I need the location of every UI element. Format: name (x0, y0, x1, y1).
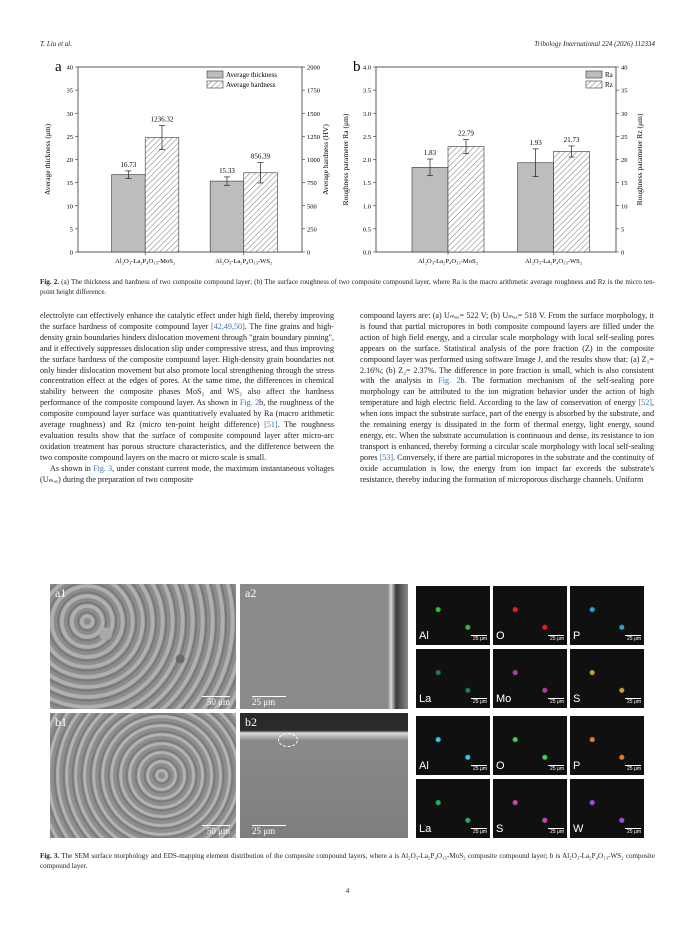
figure-2 (0, 55, 695, 280)
legend-label: Average hardness (226, 81, 276, 89)
y-tick-label: 4.0 (362, 64, 371, 72)
y-tick-label: 5 (69, 226, 73, 234)
paragraph (360, 311, 654, 486)
y-tick-label: 35 (66, 87, 73, 95)
figure-3-caption-label: Fig. 3. (40, 852, 60, 860)
y2-tick-label: 250 (307, 226, 317, 234)
eds-map-tile (416, 649, 490, 708)
text-run: . The roughness evaluation results show that the surface of composite compound layer after micro-arc oxidation treatment has porous structure characteristics, and the difference between the two composite compound layers on the macro or micro scale is small. (40, 420, 334, 462)
y-tick-label: 3.5 (362, 87, 371, 95)
panel-label-b2: b2 (245, 715, 257, 729)
eds-element-label: Al (419, 760, 429, 772)
eds-element-label: O (496, 630, 505, 642)
y2-tick-label: 20 (621, 157, 628, 164)
legend-label: Ra (605, 71, 613, 79)
legend-swatch (207, 71, 223, 78)
y2-tick-label: 1750 (307, 87, 320, 95)
paragraph (40, 464, 334, 486)
y2-tick-label: 0 (621, 249, 625, 257)
y2-tick-label: 500 (307, 203, 317, 211)
scale-bar-label: 25 μm (627, 636, 641, 642)
text-run: , under constant current mode, the maximum instantaneous voltages (Uₘₐₓ) during the preparation of two composite (40, 463, 334, 484)
scale-bar-label: 25 μm (550, 636, 564, 642)
highlight-ellipse (278, 733, 298, 747)
y2-tick-label: 35 (621, 87, 628, 95)
bar (210, 181, 244, 252)
panel-label: b (353, 59, 361, 75)
eds-element-label: Mo (496, 693, 512, 705)
data-label: 1.83 (423, 149, 437, 158)
eds-map-tile (570, 779, 644, 838)
text-run: compound layers are: (a) Uₘₐₓ= 522 V; (b) Uₘₐₓ= 518 V. From the surface morphology, it is found that partial micropores in both composite compound layers are filled under the action of high field energy, and a circular scale morphology with local self-sealing pores appears on the surface. Statistical analysis of the pore fraction (Z) in the composite compound layer was performed using software Image J, and the results show that: (a) Z₁= 2.16%; (b) Z₂= 2.37%. The difference in pore fraction is small, which is also consistent with the analysis in (360, 311, 654, 386)
y-tick-label: 1.0 (362, 203, 371, 211)
scale-bar-label: 25 μm (252, 697, 276, 707)
running-header-authors: T. Liu et al. (40, 40, 72, 48)
category-label: Al₂O₃-La₂P₄O₁₃-MoS₂ (115, 258, 176, 265)
y2-tick-label: 0 (307, 249, 311, 257)
y2-axis-label: Roughness parameter Rz (μm) (635, 113, 644, 206)
y2-tick-label: 25 (621, 133, 628, 141)
data-label: 1236.32 (150, 115, 174, 124)
running-header-journal: Tribology International 224 (2026) 112334 (534, 40, 655, 48)
citation-link[interactable]: [42,49,50] (211, 321, 245, 331)
scale-bar-label: 25 μm (473, 699, 487, 705)
category-label: Al₂O₃-La₂P₄O₁₃-WS₂ (525, 258, 583, 265)
scale-bar-label: 25 μm (473, 829, 487, 835)
y2-tick-label: 40 (621, 64, 628, 72)
eds-map-tile (493, 649, 567, 708)
legend-swatch (586, 71, 602, 78)
figure-3-caption (40, 851, 655, 871)
eds-element-label: La (419, 693, 432, 705)
y-tick-label: 10 (66, 203, 73, 211)
right-column (360, 311, 654, 486)
sem-image-b1 (50, 713, 236, 838)
left-column (40, 311, 334, 486)
chart-a (43, 59, 330, 265)
y2-tick-label: 2000 (307, 64, 320, 72)
paragraph (40, 311, 334, 464)
y-axis-label: Roughness parameter Ra (μm) (341, 113, 350, 206)
scale-bar-label: 25 μm (627, 829, 641, 835)
bar (244, 173, 278, 252)
y-axis-label: Average thickness (μm) (43, 123, 52, 196)
scale-bar-label: 25 μm (550, 766, 564, 772)
eds-map-tile (493, 586, 567, 645)
y-tick-label: 15 (66, 180, 73, 188)
figure-3-caption-text: The SEM surface morphology and EDS-mapping element distribution of the composite compound layers, where a is Al₂O₃-La₂P₄O₁₃-MoS₂ composite compound layer; b is Al₂O₃-La₂P₄O₁₃-WS₂ composite compound layer. (40, 852, 655, 870)
panel-label-b1: b1 (55, 715, 67, 729)
bar (112, 175, 146, 252)
y2-axis-label: Average hardness (HV) (321, 124, 330, 195)
eds-element-label: W (573, 823, 584, 835)
citation-link[interactable]: [53] (379, 452, 394, 462)
citation-link[interactable]: [51] (264, 420, 278, 430)
figure-2-caption-label: Fig. 2. (40, 278, 60, 286)
eds-map-tile (416, 779, 490, 838)
y-tick-label: 0 (69, 249, 73, 257)
figure-link[interactable]: Fig. 3 (93, 463, 113, 473)
y-tick-label: 30 (66, 110, 73, 118)
y2-tick-label: 1250 (307, 133, 320, 141)
bar (554, 151, 590, 252)
sem-image-a1 (50, 584, 236, 709)
panel-label-a1: a1 (55, 586, 67, 600)
page-number: 4 (345, 887, 350, 895)
eds-map-tile (570, 586, 644, 645)
eds-map-tile (416, 716, 490, 775)
panel-label: a (55, 59, 62, 75)
eds-map-tile (493, 716, 567, 775)
y2-tick-label: 5 (621, 226, 625, 234)
category-label: Al₂O₃-La₂P₄O₁₃-WS₂ (215, 258, 273, 265)
text-run: . The fine grains and high-density grain boundaries hinders dislocation movement through "grain boundary pinning", and it effectively suppresses dislocation slip under compressive stress, and thus improving the surface hardness of the composite compound layer. High-density grain boundaries not only hinder dislocation movement but also promote local strengthening through the stress concentration effect at the edges of pores. At the same time, the differences in chemical stability between the composite phases MoS₂ and WS₂ also affect the hardness performance of the composite compound layer. As shown in (40, 321, 335, 408)
scale-bar-label: 25 μm (550, 699, 564, 705)
y-tick-label: 25 (66, 133, 73, 141)
y-tick-label: 3.0 (362, 110, 371, 118)
bar (448, 147, 484, 252)
scale-bar-label: 25 μm (473, 766, 487, 772)
figure-link[interactable]: Fig. 2 (239, 398, 260, 408)
data-label: 16.73 (120, 160, 137, 169)
data-label: 856.39 (250, 152, 271, 161)
y2-tick-label: 10 (621, 203, 628, 211)
text-run: As shown in (50, 463, 94, 473)
category-label: Al₂O₃-La₂P₄O₁₃-MoS₂ (417, 258, 479, 265)
figure-2-caption (40, 277, 655, 297)
y2-tick-label: 1000 (307, 157, 320, 164)
y-tick-label: 2.0 (362, 157, 371, 164)
text-run: b, the roughness of the composite compound layer surface was quantitatively evaluated by Ra (macro arithmetic average roughness) and Rz (micro ten-point height difference) (40, 398, 334, 430)
eds-map-tile (570, 716, 644, 775)
sem-image-b2 (240, 713, 408, 838)
data-label: 22.79 (458, 129, 474, 138)
y-tick-label: 20 (66, 157, 73, 164)
y-tick-label: 2.5 (362, 133, 371, 141)
eds-element-label: S (573, 693, 581, 705)
panel-label-a2: a2 (245, 586, 257, 600)
eds-element-label: Al (419, 630, 429, 642)
chart-b (341, 59, 644, 265)
scale-bar-label: 25 μm (252, 826, 276, 836)
eds-element-label: P (573, 630, 581, 642)
figure-link[interactable]: Fig. 2 (438, 376, 461, 386)
bar (412, 167, 448, 252)
figure-2-caption-text: (a) The thickness and hardness of two composite compound layer; (b) The surface roughness of two composite compound layer, where Ra is the macro arithmetic average roughness and Rz is the micro ten-point height difference. (40, 278, 655, 296)
text-run: electrolyte can effectively enhance the catalytic effect under high field, thereby improving the surface hardness of composite compound layer (40, 311, 334, 331)
eds-element-label: P (573, 760, 581, 772)
y2-tick-label: 30 (621, 110, 628, 118)
y2-tick-label: 1500 (307, 110, 320, 118)
legend-label: Rz (605, 81, 613, 89)
text-run: , when ions impact the substrate surface, part of the energy is absorbed by the substrate, and the remaining energy is dissipated in the form of thermal energy, light energy, sound energy, etc. When the substrate accumulation is continuous and dense, its resistance to ion transport is enhanced, thereby forming a circular scale morphology with local self-sealing pores (360, 398, 654, 462)
legend-swatch (586, 81, 602, 88)
eds-element-label: O (496, 760, 505, 772)
eds-element-label: S (496, 823, 504, 835)
data-label: 21.73 (563, 135, 580, 144)
scale-bar-label: 25 μm (473, 636, 487, 642)
eds-map-tile (570, 649, 644, 708)
bar (145, 138, 179, 252)
scale-bar-label: 50 μm (206, 697, 230, 707)
legend-swatch (207, 81, 223, 88)
y-tick-label: 0.5 (362, 226, 371, 234)
text-run: . Conversely, if there are partial micropores in the substrate and the continuity of oxide accumulation is low, the energy from ion impact far exceeds the substrate's resistance, thereby inducing the formation of microporous discharge channels. Uniform (360, 452, 654, 484)
text-run: b. The formation mechanism of the self-sealing pore morphology can be attributed to the ion migration behavior under the action of high temperature and high electric field. According to the law of conservation of energy (360, 376, 654, 408)
eds-element-label: La (419, 823, 432, 835)
y-tick-label: 40 (66, 64, 73, 72)
scale-bar-label: 25 μm (550, 829, 564, 835)
y-tick-label: 0.0 (362, 249, 371, 257)
data-label: 1.93 (529, 138, 542, 147)
scale-bar-label: 25 μm (627, 699, 641, 705)
sem-image-a2 (240, 584, 408, 709)
legend-label: Average thickness (226, 71, 277, 79)
scale-bar-label: 25 μm (627, 766, 641, 772)
eds-map-tile (416, 586, 490, 645)
citation-link[interactable]: [52] (638, 398, 652, 408)
eds-map-tile (493, 779, 567, 838)
scale-bar-label: 50 μm (206, 826, 230, 836)
y-tick-label: 1.5 (362, 180, 371, 188)
y2-tick-label: 15 (621, 180, 628, 188)
y2-tick-label: 750 (307, 180, 317, 188)
data-label: 15.33 (219, 166, 235, 175)
